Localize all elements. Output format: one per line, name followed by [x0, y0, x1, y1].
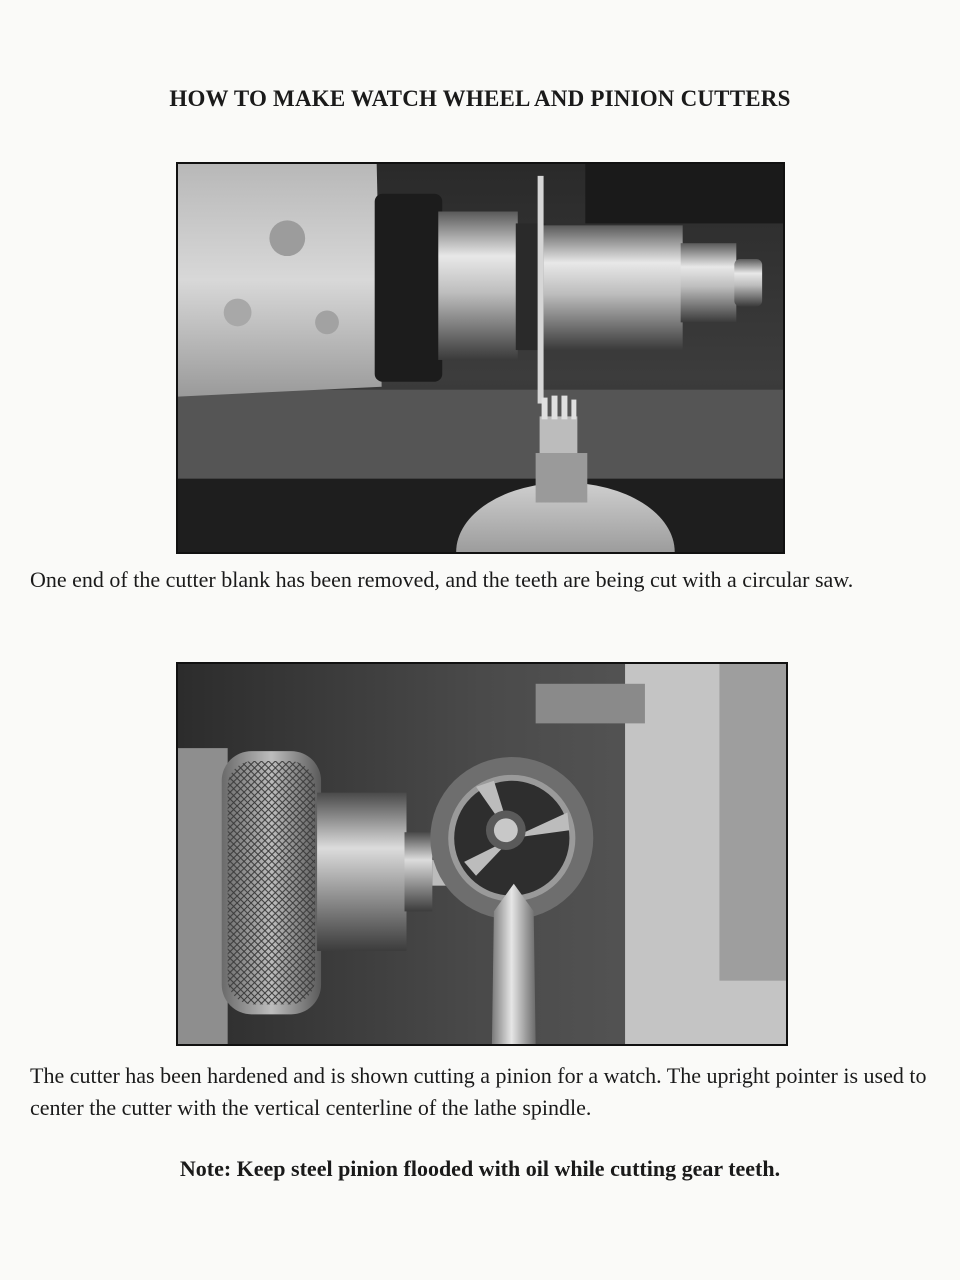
note-text: Note: Keep steel pinion flooded with oil while cutting gear teeth.: [179, 1156, 781, 1181]
photo-cutter-blank-saw: [176, 162, 785, 554]
figure-caption: The cutter has been hardened and is shown cutting a pinion for a watch. The upright pointer is used to center the cutter with the vertical centerline of the lathe spindle.: [30, 1063, 927, 1120]
page-title: HOW TO MAKE WATCH WHEEL AND PINION CUTTERS: [169, 86, 791, 111]
lathe-saw-photo-art: [178, 164, 783, 552]
photo-cutter-cutting-pinion: [176, 662, 788, 1046]
pinion-cutting-photo-art: [178, 664, 786, 1044]
figure-caption: One end of the cutter blank has been removed, and the teeth are being cut with a circular saw.: [30, 567, 854, 592]
